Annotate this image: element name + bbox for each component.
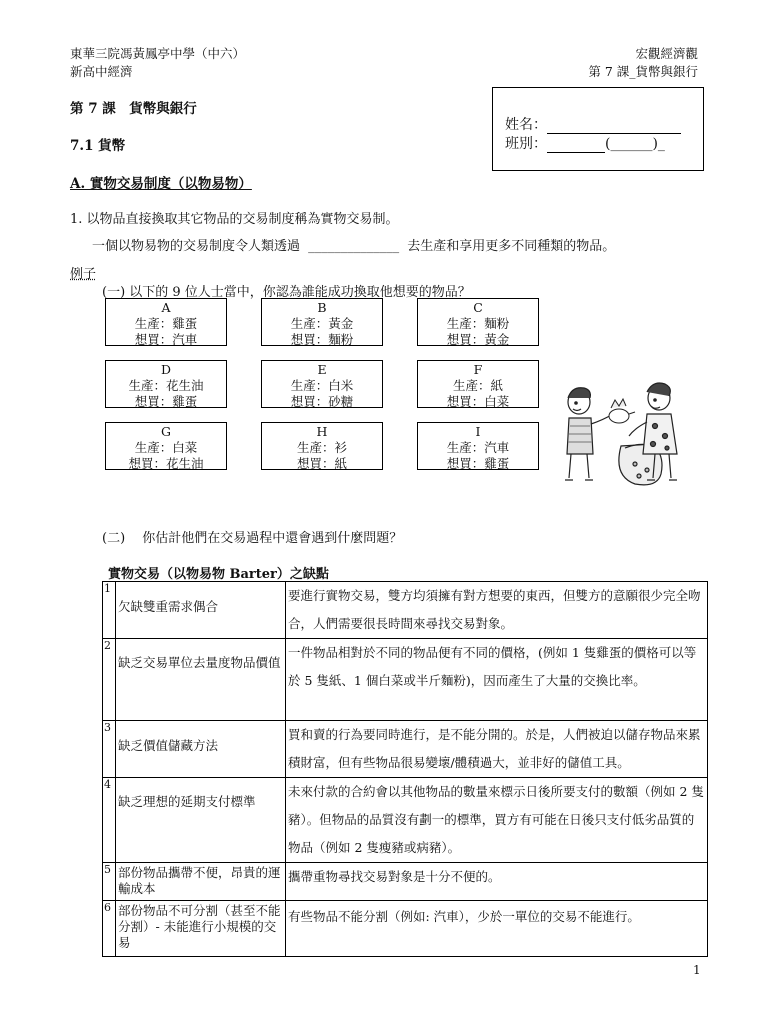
- page-number: 1: [693, 963, 701, 977]
- row-number: 1: [103, 582, 116, 639]
- person-produce: 生產：花生油: [128, 378, 204, 393]
- person-letter: A: [161, 300, 171, 315]
- explanation-cell: 有些物品不能分割（例如: 汽車），少於一單位的交易不能進行。: [286, 901, 708, 957]
- problem-cell: 部份物品攜帶不便，昂貴的運輸成本: [116, 863, 286, 901]
- person-box-a: [105, 298, 227, 346]
- person-box-h: [261, 422, 383, 470]
- section-title: 7.1 貨幣: [70, 138, 126, 154]
- point-1-sentence-a: 一個以物易物的交易制度令人類透過: [92, 239, 301, 254]
- person-letter: I: [475, 424, 481, 439]
- person-want: 想買：黃金: [446, 332, 510, 347]
- subject-name: 新高中經濟: [70, 64, 133, 79]
- table-row: [103, 901, 708, 957]
- person-letter: E: [317, 362, 327, 377]
- point-1-sentence: [92, 235, 615, 254]
- explanation-cell: 未來付款的合約會以其他物品的數量來標示日後所要支付的數額（例如 2 隻豬）。但物品的品質沒有劃一的標準，買方有可能在日後只支付低劣品質的物品（例如 2 隻瘦豬或病豬）。: [286, 778, 708, 863]
- row-number: 5: [103, 863, 116, 901]
- class-number-paren: (______)_: [605, 136, 665, 152]
- person-produce: 生產：麵粉: [446, 316, 510, 331]
- problem-cell: 缺乏價值儲藏方法: [116, 721, 286, 778]
- person-produce: 生產：白菜: [134, 440, 198, 455]
- table-row: [103, 721, 708, 778]
- person-box-c: [417, 298, 539, 346]
- point-1-sentence-b: 去生產和享用更多不同種類的物品。: [407, 239, 616, 254]
- person-box-b: [261, 298, 383, 346]
- question-2: (二) 你估計他們在交易過程中還會遇到什麼問題？: [102, 531, 403, 546]
- person-want: 想買：砂糖: [290, 394, 354, 409]
- problem-cell: 缺乏交易單位去量度物品價值: [116, 639, 286, 721]
- class-label: 班別：: [505, 136, 547, 152]
- problem-cell: 欠缺雙重需求偶合: [116, 582, 286, 639]
- person-box-g: [105, 422, 227, 470]
- table-row: [103, 639, 708, 721]
- question-1: (一) 以下的 9 位人士當中，你認為誰能成功換取他想要的物品？: [102, 285, 471, 300]
- header-lesson: 第 7 課_貨幣與銀行: [588, 64, 698, 79]
- point-1-blank[interactable]: ______________: [308, 239, 400, 254]
- person-produce: 生產：紙: [452, 378, 503, 393]
- person-want: 想買：白菜: [446, 394, 510, 409]
- problem-cell: 部份物品不可分割（甚至不能分割）- 未能進行小規模的交易: [116, 901, 286, 957]
- table-row: [103, 582, 708, 639]
- school-name: 東華三院馮黃鳳亭中學（中六）: [70, 46, 246, 61]
- person-letter: H: [316, 424, 328, 439]
- person-produce: 生產：黃金: [290, 316, 354, 331]
- table-title: 實物交易（以物易物 Barter）之缺點: [108, 567, 329, 582]
- row-number: 2: [103, 639, 116, 721]
- person-produce: 生產：雞蛋: [134, 316, 198, 331]
- person-letter: B: [317, 300, 327, 315]
- person-produce: 生產：汽車: [446, 440, 510, 455]
- person-letter: F: [473, 362, 483, 377]
- explanation-cell: 攜帶重物尋找交易對象是十分不便的。: [286, 863, 708, 901]
- cavemen-barter-illustration: [555, 378, 690, 490]
- person-letter: G: [161, 424, 171, 439]
- person-want: 想買：麵粉: [290, 332, 354, 347]
- person-produce: 生產：白米: [290, 378, 354, 393]
- person-box-e: [261, 360, 383, 408]
- barter-drawbacks-table: [102, 581, 708, 957]
- person-want: 想買：雞蛋: [446, 456, 510, 471]
- point-1: 1. 以物品直接換取其它物品的交易制度稱為實物交易制。: [70, 212, 399, 227]
- row-number: 6: [103, 901, 116, 957]
- person-letter: C: [473, 300, 483, 315]
- subsection-a-title: A. 實物交易制度（以物易物）: [70, 176, 252, 192]
- person-letter: D: [160, 362, 172, 377]
- row-number: 4: [103, 778, 116, 863]
- person-produce: 生產：衫: [296, 440, 347, 455]
- person-box-i: [417, 422, 539, 470]
- name-blank[interactable]: [547, 119, 681, 134]
- person-want: 想買：雞蛋: [134, 394, 198, 409]
- person-want: 想買：紙: [296, 456, 347, 471]
- explanation-cell: 買和賣的行為要同時進行，是不能分開的。於是，人們被迫以儲存物品來累積財富，但有些物品很易變壞/體積過大，並非好的儲值工具。: [286, 721, 708, 778]
- person-want: 想買：花生油: [128, 456, 204, 471]
- name-label: 姓名：: [505, 117, 547, 133]
- person-box-d: [105, 360, 227, 408]
- explanation-cell: 要進行實物交易，雙方均須擁有對方想要的東西，但雙方的意願很少完全吻合，人們需要很長時間來尋找交易對象。: [286, 582, 708, 639]
- explanation-cell: 一件物品相對於不同的物品便有不同的價格，(例如 1 隻雞蛋的價格可以等於 5 隻紙、1 個白菜或半斤麵粉)，因而產生了大量的交換比率。: [286, 639, 708, 721]
- table-row: [103, 778, 708, 863]
- table-row: [103, 863, 708, 901]
- header-topic: 宏觀經濟觀: [635, 46, 698, 61]
- name-class-box: [492, 87, 704, 171]
- class-blank[interactable]: [547, 138, 605, 153]
- row-number: 3: [103, 721, 116, 778]
- person-box-f: [417, 360, 539, 408]
- person-want: 想買：汽車: [134, 332, 198, 347]
- problem-cell: 缺乏理想的延期支付標準: [116, 778, 286, 863]
- lesson-title: 第 7 課 貨幣與銀行: [70, 101, 197, 117]
- example-label: 例子: [70, 267, 97, 282]
